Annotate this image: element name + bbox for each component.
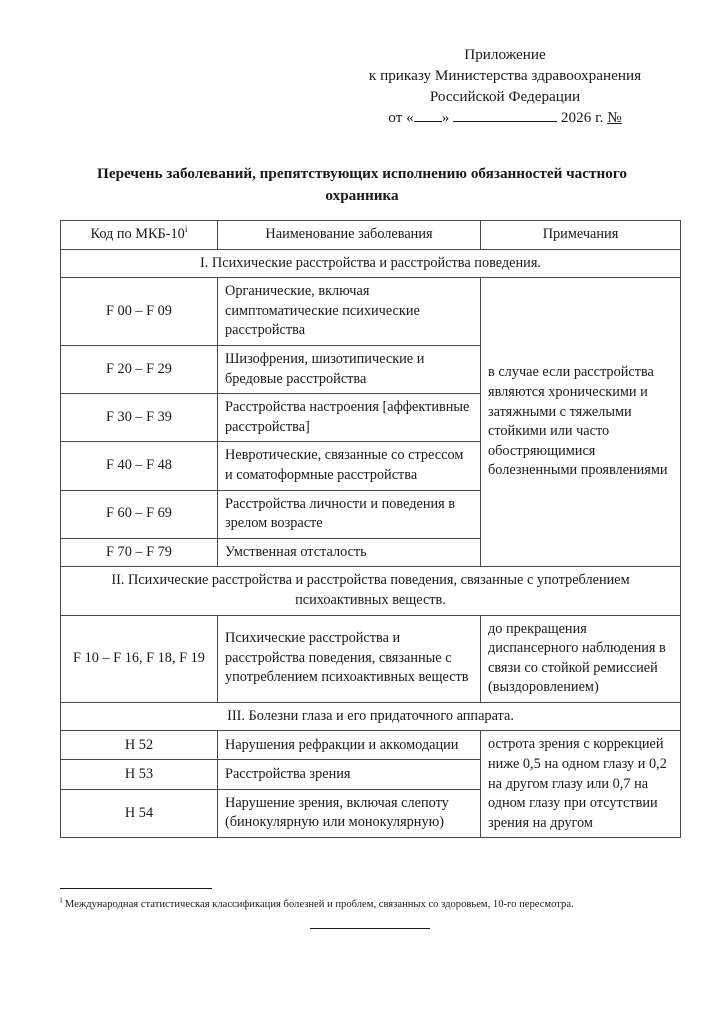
cell-disease-name: Умственная отсталость <box>218 538 481 567</box>
cell-disease-name: Расстройства настроения [аффективные расстройства] <box>218 394 481 442</box>
header-line-federation: Российской Федерации <box>429 88 581 105</box>
disease-table <box>60 220 681 838</box>
cell-disease-name: Невротические, связанные со стрессом и соматоформные расстройства <box>218 442 481 490</box>
column-header-notes: Примечания <box>481 221 681 250</box>
cell-icd-code: F 70 – F 79 <box>61 538 218 567</box>
cell-icd-code: F 30 – F 39 <box>61 394 218 442</box>
document-header <box>330 44 680 128</box>
cell-icd-code: F 60 – F 69 <box>61 490 218 538</box>
cell-icd-code: H 54 <box>61 789 218 838</box>
header-line-date <box>330 107 680 128</box>
footnote-marker-icon: i <box>184 224 188 236</box>
cell-notes: до прекращения диспансерного наблюдения в связи со стойкой ремиссией (выздоровлением) <box>481 615 681 702</box>
cell-icd-code: H 53 <box>61 760 218 789</box>
footnote-area <box>60 888 680 929</box>
date-day-blank <box>414 121 442 122</box>
cell-disease-name: Расстройства зрения <box>218 760 481 789</box>
bottom-separator-rule <box>310 928 430 929</box>
cell-icd-code: F 20 – F 29 <box>61 345 218 393</box>
table-body <box>61 249 681 838</box>
table-row <box>61 731 681 760</box>
cell-disease-name: Расстройства личности и поведения в зрелом возрасте <box>218 490 481 538</box>
table-section-heading: II. Психические расстройства и расстройства поведения, связанные с употреблением психоактивных веществ. <box>61 567 681 615</box>
table-header-row <box>61 221 681 250</box>
table-head <box>61 221 681 250</box>
footnote-text: Международная статистическая классификация болезней и проблем, связанных со здоровьем, 10-го пересмотра. <box>64 899 574 910</box>
table-section-row <box>61 249 681 278</box>
column-header-code-label: Код по МКБ-10 <box>90 226 185 242</box>
date-prefix: от « <box>388 109 414 126</box>
header-line-ministry: к приказу Министерства здравоохранения <box>368 67 642 84</box>
table-section-heading: I. Психические расстройства и расстройства поведения. <box>61 249 681 278</box>
cell-disease-name: Нарушение зрения, включая слепоту (бинокулярную или монокулярную) <box>218 789 481 838</box>
table-section-heading: III. Болезни глаза и его придаточного аппарата. <box>61 702 681 731</box>
footnote-marker-icon: i <box>60 895 63 905</box>
header-line-appendix: Приложение <box>464 46 546 63</box>
cell-disease-name: Органические, включая симптоматические психические расстройства <box>218 278 481 346</box>
table-section-row <box>61 567 681 615</box>
table-row <box>61 615 681 702</box>
date-month-blank <box>453 121 557 122</box>
column-header-name: Наименование заболевания <box>218 221 481 250</box>
numero-sign: № <box>607 109 622 126</box>
table-section-row <box>61 702 681 731</box>
date-mid: » <box>441 109 454 126</box>
cell-notes: острота зрения с коррекцией ниже 0,5 на одном глазу и 0,2 на другом глазу или 0,7 на одном глазу при отсутствии зрения на другом <box>481 731 681 838</box>
cell-icd-code: H 52 <box>61 731 218 760</box>
disease-table-wrapper <box>60 220 680 838</box>
cell-disease-name: Нарушения рефракции и аккомодации <box>218 731 481 760</box>
cell-notes: в случае если расстройства являются хроническими и затяжными с тяжелыми стойкими или часто обостряющимися болезненными проявлениями <box>481 278 681 567</box>
page-title: Перечень заболеваний, препятствующих исполнению обязанностей частного охранника <box>97 165 627 204</box>
footnote <box>60 895 680 912</box>
cell-icd-code: F 00 – F 09 <box>61 278 218 346</box>
cell-icd-code: F 40 – F 48 <box>61 442 218 490</box>
table-row <box>61 278 681 346</box>
date-suffix: 2026 г. <box>557 109 608 126</box>
cell-disease-name: Шизофрения, шизотипические и бредовые расстройства <box>218 345 481 393</box>
column-header-code <box>61 221 218 250</box>
footnote-separator-rule <box>60 888 212 889</box>
cell-icd-code: F 10 – F 16, F 18, F 19 <box>61 615 218 702</box>
cell-disease-name: Психические расстройства и расстройства поведения, связанные с употреблением психоактивных веществ <box>218 615 481 702</box>
